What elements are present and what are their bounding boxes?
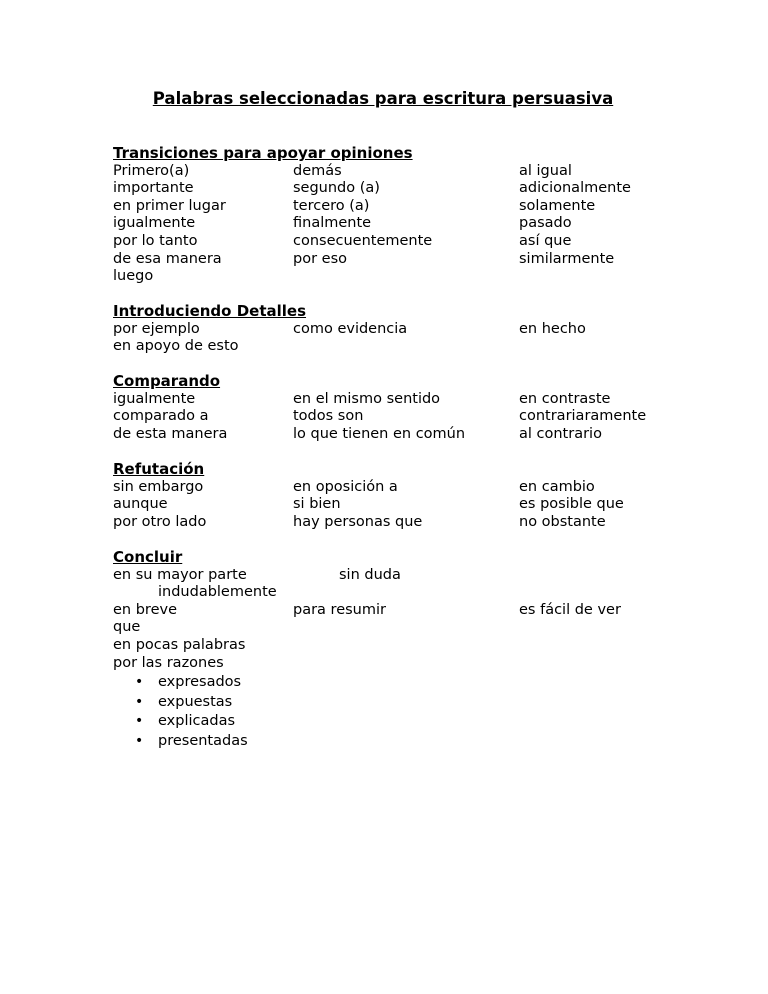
- word: tercero (a): [293, 197, 370, 214]
- word: Primero(a): [113, 162, 190, 179]
- word-row: [113, 514, 673, 532]
- word: por eso: [293, 250, 347, 267]
- section-heading: Comparando: [113, 372, 221, 390]
- word-row: [113, 391, 673, 409]
- word: expuestas: [158, 693, 233, 710]
- word: comparado a: [113, 408, 209, 425]
- word: en el mismo sentido: [293, 390, 441, 407]
- word: en apoyo de esto: [113, 338, 239, 355]
- section-heading: Introduciendo Detalles: [113, 302, 307, 320]
- section-concluir: [113, 549, 673, 751]
- word: pasado: [519, 215, 572, 232]
- word: de esa manera: [113, 250, 222, 267]
- section-detalles: [113, 303, 673, 356]
- word-row: [113, 602, 673, 620]
- section-comparando: [113, 373, 673, 443]
- word: en cambio: [519, 478, 595, 495]
- word: aunque: [113, 496, 168, 513]
- word-row: [113, 408, 673, 426]
- word: al igual: [519, 162, 572, 179]
- word: no obstante: [519, 513, 606, 530]
- word: en contraste: [519, 390, 611, 407]
- word: para resumir: [293, 601, 386, 618]
- bullet-icon: •: [135, 732, 144, 749]
- bullet-icon: •: [135, 674, 144, 691]
- word: explicadas: [158, 713, 236, 730]
- word: por ejemplo: [113, 320, 200, 337]
- word-row: [113, 163, 673, 181]
- word-row: [113, 479, 673, 497]
- word: que: [113, 619, 141, 636]
- word: solamente: [519, 197, 596, 214]
- word-row: [113, 198, 673, 216]
- word: por las razones: [113, 654, 224, 671]
- word-row: [113, 215, 673, 233]
- word: similarmente: [519, 250, 615, 267]
- word: así que: [519, 232, 572, 249]
- section-transiciones: [113, 145, 673, 286]
- word: en hecho: [519, 320, 586, 337]
- word: al contrario: [519, 425, 602, 442]
- list-item: [113, 693, 673, 713]
- word-row: [113, 251, 673, 269]
- word: importante: [113, 180, 194, 197]
- word: presentadas: [158, 732, 248, 749]
- word-row: [113, 426, 673, 444]
- word: de esta manera: [113, 425, 228, 442]
- list-item: [113, 712, 673, 732]
- word: contrariaramente: [519, 408, 647, 425]
- bullet-icon: •: [135, 693, 144, 710]
- word: luego: [113, 268, 154, 285]
- word: en su mayor parte: [113, 566, 247, 583]
- word: es fácil de ver: [519, 601, 621, 618]
- word: en oposición a: [293, 478, 398, 495]
- word: si bien: [293, 496, 341, 513]
- word: en primer lugar: [113, 197, 226, 214]
- section-heading: Concluir: [113, 548, 183, 566]
- word: igualmente: [113, 215, 196, 232]
- bullet-icon: •: [135, 713, 144, 730]
- word-row: [113, 321, 673, 339]
- word: en pocas palabras: [113, 636, 246, 653]
- word: finalmente: [293, 215, 372, 232]
- word-row: [113, 233, 673, 251]
- word: por lo tanto: [113, 232, 198, 249]
- word: en breve: [113, 601, 177, 618]
- word: hay personas que: [293, 513, 423, 530]
- word: como evidencia: [293, 320, 408, 337]
- word-row: [113, 180, 673, 198]
- word-row: [113, 496, 673, 514]
- page-title: Palabras seleccionadas para escritura persuasiva: [152, 89, 614, 108]
- word: es posible que: [519, 496, 624, 513]
- word: igualmente: [113, 390, 196, 407]
- word: por otro lado: [113, 513, 207, 530]
- section-heading: Refutación: [113, 460, 205, 478]
- word: sin embargo: [113, 478, 204, 495]
- word: adicionalmente: [519, 180, 631, 197]
- word: lo que tienen en común: [293, 425, 466, 442]
- word: indudablemente: [158, 584, 277, 601]
- word: expresados: [158, 674, 242, 691]
- list-item: [113, 673, 673, 693]
- list-item: [113, 732, 673, 752]
- word: demás: [293, 162, 342, 179]
- bullet-list: [113, 673, 673, 751]
- section-heading: Transiciones para apoyar opiniones: [113, 144, 413, 162]
- section-refutacion: [113, 461, 673, 531]
- word-row: [113, 567, 673, 585]
- word: sin duda: [339, 566, 401, 583]
- word: segundo (a): [293, 180, 380, 197]
- word-table: [113, 163, 673, 286]
- word: consecuentemente: [293, 232, 433, 249]
- word: todos son: [293, 408, 364, 425]
